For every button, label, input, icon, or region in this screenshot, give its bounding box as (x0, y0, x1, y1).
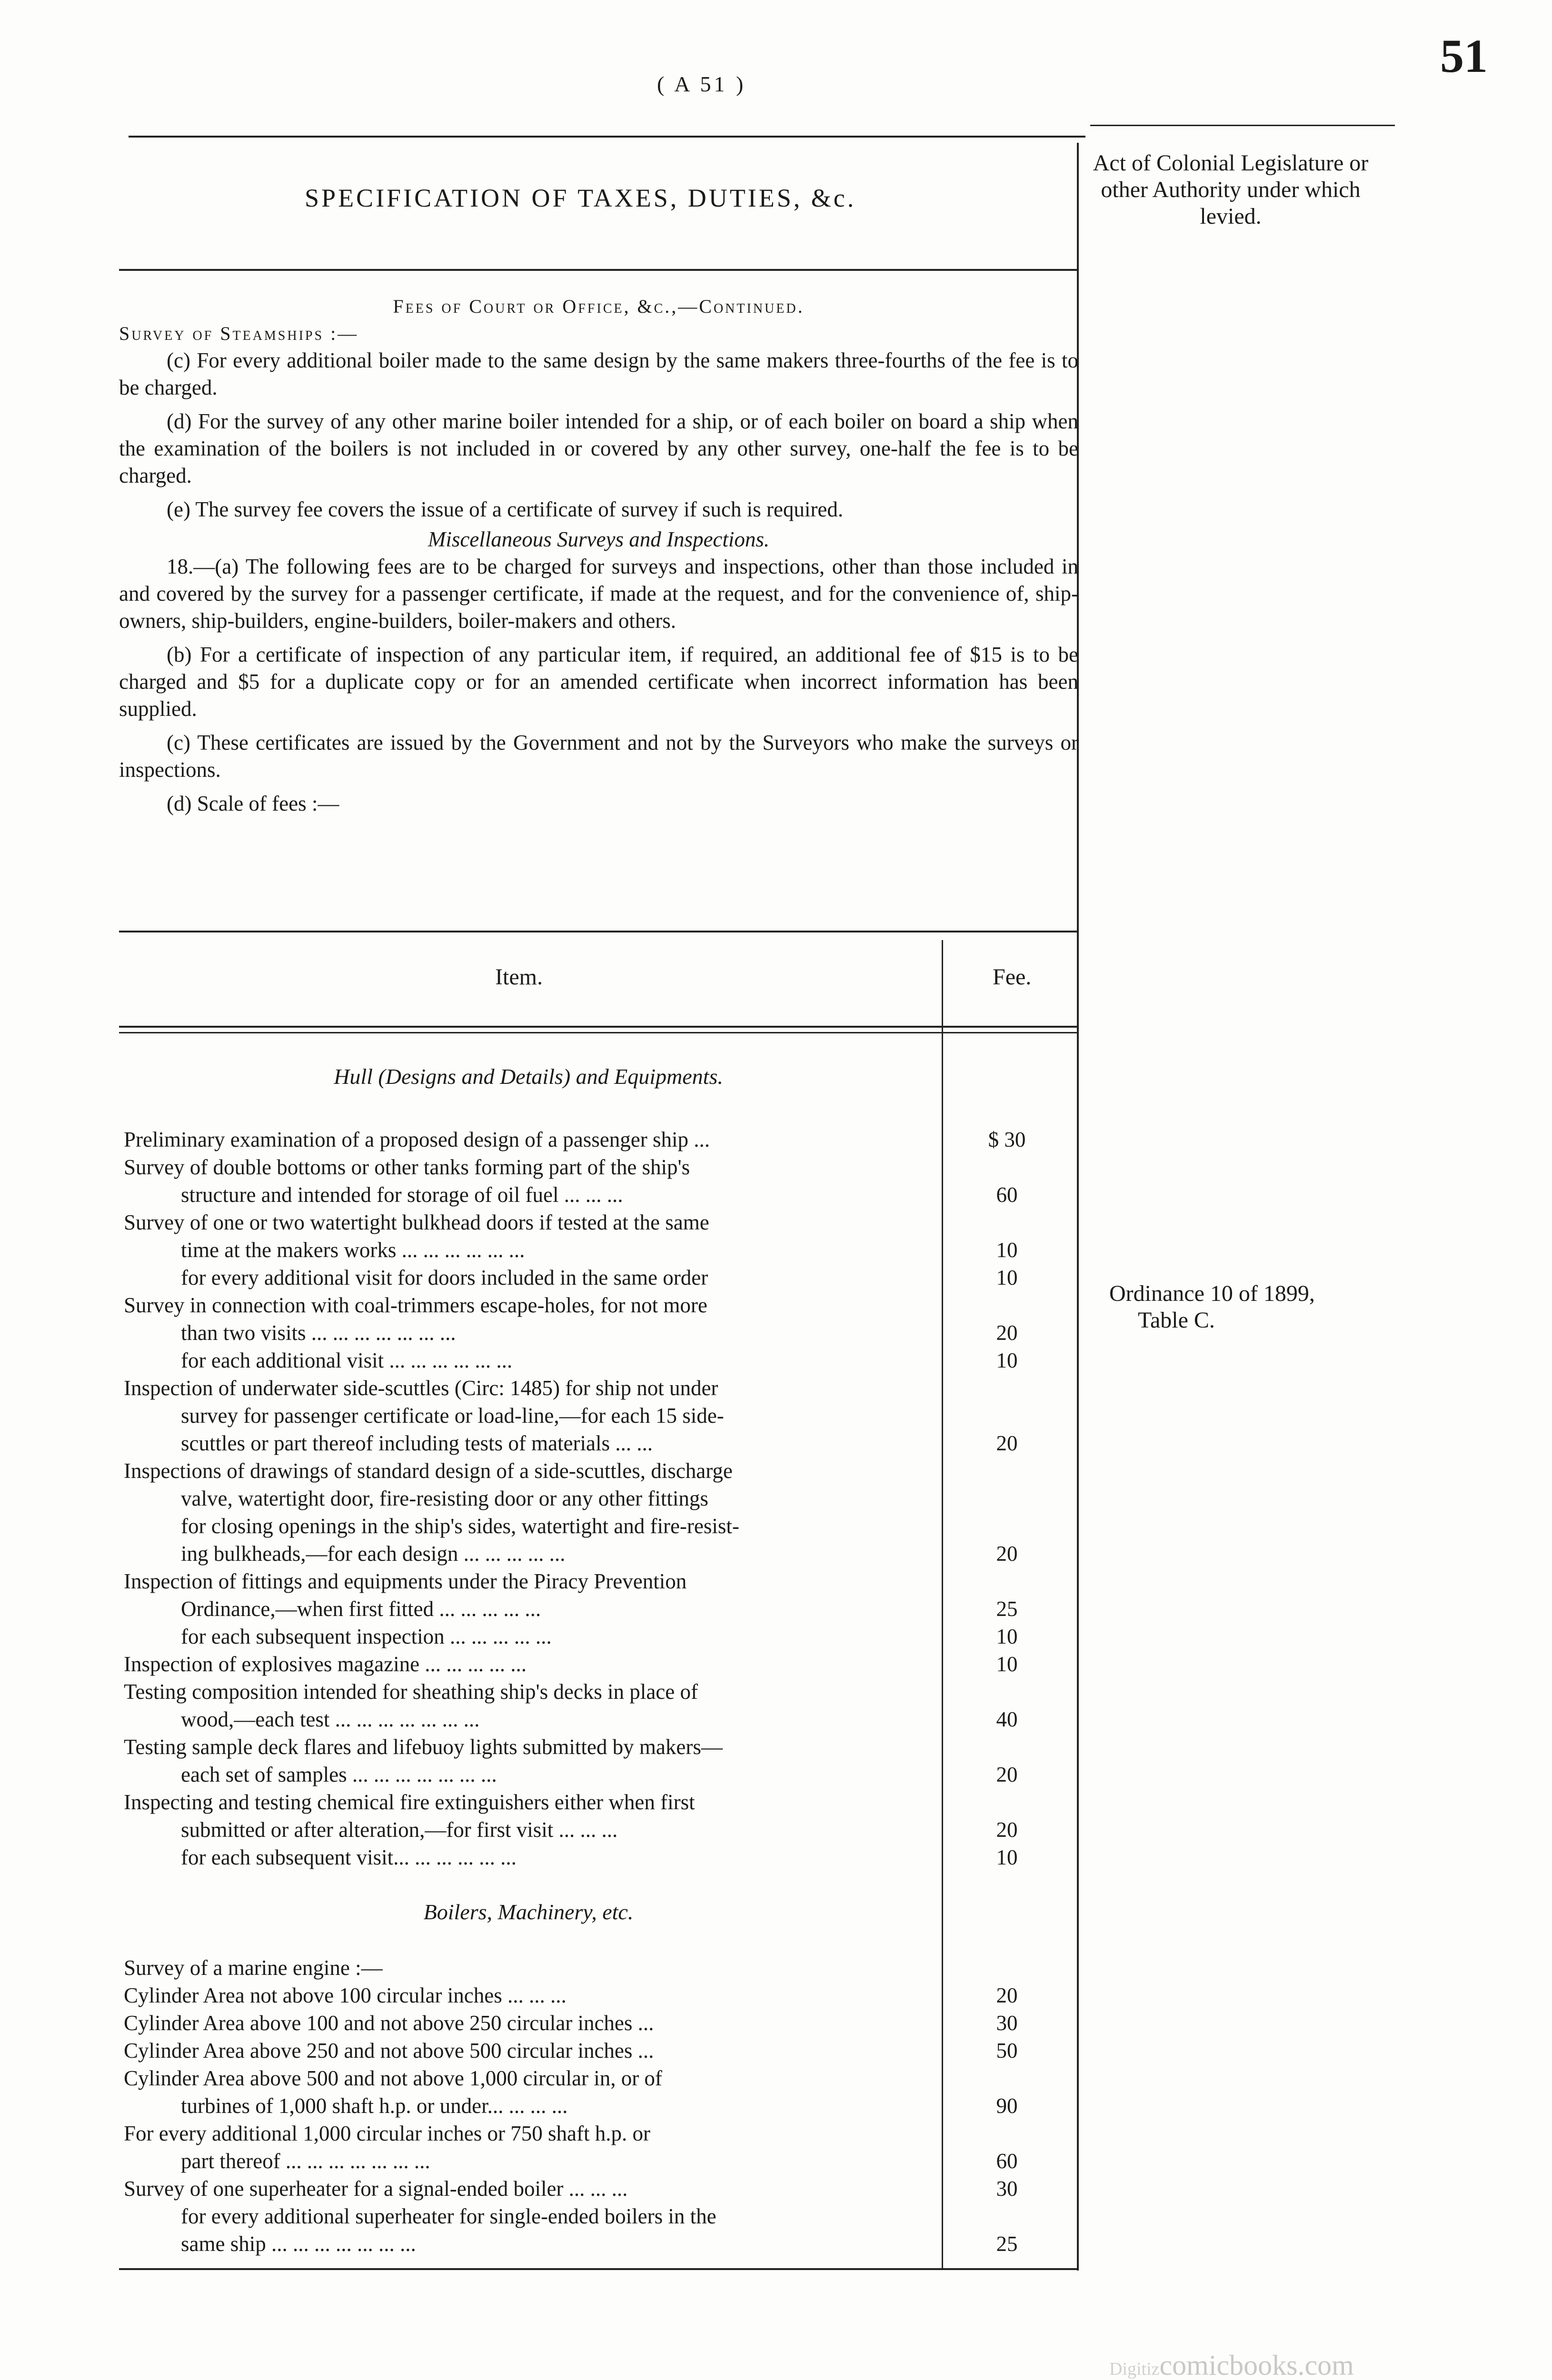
boilers-section-heading: Boilers, Machinery, etc. (423, 1900, 634, 1924)
hull-row-line: each set of samples ... ... ... ... ... ... ... (181, 1763, 497, 1786)
boiler-row-fee: 60 (996, 2149, 1018, 2173)
column-header-item: Item. (495, 964, 543, 990)
hull-row-line: wood,—each test ... ... ... ... ... ... ... (181, 1707, 480, 1731)
boiler-row-line: Cylinder Area not above 100 circular inches ... ... ... (124, 1983, 567, 2007)
hull-row-fee: 10 (996, 1238, 1018, 1262)
paragraph-e: (e) The survey fee covers the issue of a certificate of survey if such is required. (167, 497, 844, 521)
watermark-text: comicbooks.com (1159, 2350, 1354, 2380)
hull-row-fee: 20 (996, 1763, 1018, 1786)
boiler-row-fee: 20 (996, 1983, 1018, 2007)
hull-row-fee: 25 (996, 1597, 1018, 1621)
header-rule-right (1090, 125, 1395, 126)
title-rule (119, 269, 1078, 271)
hull-row-line: Testing sample deck flares and lifebuoy lights submitted by makers— (124, 1735, 723, 1759)
hull-row-fee: 20 (996, 1818, 1018, 1842)
hull-row-fee: 60 (996, 1183, 1018, 1207)
hull-row-line: valve, watertight door, fire-resisting door or any other fittings (181, 1487, 708, 1510)
boiler-row-line: for every additional superheater for single-ended boilers in the (181, 2204, 716, 2228)
column-header-fee: Fee. (993, 964, 1032, 990)
hull-row-fee: 10 (996, 1845, 1018, 1869)
hull-row-line: Survey in connection with coal-trimmers escape-holes, for not more (124, 1293, 707, 1317)
boiler-row-fee: 90 (996, 2094, 1018, 2118)
hull-row-line: for each additional visit ... ... ... ... ... ... (181, 1349, 513, 1372)
authority-entry (1109, 1280, 1315, 1334)
boiler-row-fee: 30 (996, 2011, 1018, 2035)
table-header-rule-2 (119, 1032, 1078, 1033)
section-heading: Fees of Court or Office, &c.,—Continued. (393, 296, 805, 317)
hull-row-line: Inspection of explosives magazine ... ... ... ... ... (124, 1652, 527, 1676)
boiler-row-line: Cylinder Area above 250 and not above 500 circular inches ... (124, 2039, 654, 2063)
boiler-row-line: Survey of one superheater for a signal-ended boiler ... ... ... (124, 2177, 628, 2201)
boiler-intro: Survey of a marine engine :— (124, 1956, 383, 1980)
table-header-rule (119, 1026, 1078, 1028)
section-subheading: Survey of Steamships :— (119, 323, 359, 344)
hull-row-line: Inspecting and testing chemical fire extinguishers either when first (124, 1790, 695, 1814)
authority-line-1: Ordinance 10 of 1899, (1109, 1281, 1315, 1306)
main-text (119, 293, 1078, 817)
hull-row-line: for each subsequent inspection ... ... ... ... ... (181, 1625, 552, 1648)
paragraph-18b: (b) For a certificate of inspection of any particular item, if required, an additional fee of $15 is to be charged and $5 for a duplicate copy or for an amended certificate when incorrect information has been supplied. (119, 643, 1078, 721)
hull-row-line: scuttles or part thereof including tests of materials ... ... (181, 1431, 653, 1455)
boiler-row-line: For every additional 1,000 circular inches or 750 shaft h.p. or (124, 2122, 650, 2145)
hull-section-heading: Hull (Designs and Details) and Equipments. (334, 1064, 723, 1089)
hull-row-fee: 40 (996, 1707, 1018, 1731)
hull-row-fee: 10 (996, 1349, 1018, 1372)
header-rule (129, 136, 1085, 138)
hull-row-fee: 20 (996, 1542, 1018, 1566)
hull-row-line: structure and intended for storage of oil fuel ... ... ... (181, 1183, 623, 1207)
authority-line-2: Table C. (1138, 1308, 1215, 1333)
hull-row-line: ing bulkheads,—for each design ... ... ... ... ... (181, 1542, 566, 1566)
hull-row-fee: 10 (996, 1625, 1018, 1648)
table-top-rule (119, 931, 1078, 932)
hull-row-line: Testing composition intended for sheathing ship's decks in place of (124, 1680, 698, 1704)
hull-row-line: survey for passenger certificate or load-line,—for each 15 side- (181, 1404, 724, 1428)
paragraph-18d: (d) Scale of fees :— (167, 792, 339, 815)
authority-column-heading: Act of Colonial Legislature or other Authority under which levied. (1093, 150, 1369, 229)
hull-row-line: for closing openings in the ship's sides, watertight and fire-resist- (181, 1514, 739, 1538)
hull-row-line: Inspection of fittings and equipments under the Piracy Prevention (124, 1569, 687, 1593)
hull-row-line: Ordinance,—when first fitted ... ... ... ... ... (181, 1597, 541, 1621)
boiler-row-line: turbines of 1,000 shaft h.p. or under... ... ... ... (181, 2094, 568, 2118)
paragraph-18c: (c) These certificates are issued by the Government and not by the Surveyors who make the surveys or inspections. (119, 731, 1078, 782)
boiler-row-line: same ship ... ... ... ... ... ... ... (181, 2232, 416, 2256)
hull-row-fee: $ 30 (988, 1128, 1026, 1151)
table-bottom-rule (119, 2268, 1078, 2270)
boiler-row-fee: 30 (996, 2177, 1018, 2201)
hull-row-line: submitted or after alteration,—for first visit ... ... ... (181, 1818, 618, 1842)
hull-row-fee: 20 (996, 1431, 1018, 1455)
paragraph-d: (d) For the survey of any other marine boiler intended for a ship, or of each boiler on board a ship when the examination of the boilers is not included in or covered by any other survey, one-half the fee is to be charged. (119, 409, 1078, 487)
watermark (1109, 2349, 1354, 2380)
boiler-row-fee: 25 (996, 2232, 1018, 2256)
page-title: SPECIFICATION OF TAXES, DUTIES, &c. (305, 184, 856, 212)
hull-row-line: Preliminary examination of a proposed design of a passenger ship ... (124, 1128, 710, 1151)
hull-row-line: Inspection of underwater side-scuttles (Circ: 1485) for ship not under (124, 1376, 718, 1400)
hull-row-fee: 20 (996, 1321, 1018, 1345)
hull-row-line: for each subsequent visit... ... ... ... ... ... (181, 1845, 517, 1869)
boiler-row-line: Cylinder Area above 500 and not above 1,000 circular in, or of (124, 2066, 662, 2090)
hull-row-line: time at the makers works ... ... ... ... ... ... (181, 1238, 525, 1262)
page-reference: ( A 51 ) (657, 72, 746, 96)
misc-heading: Miscellaneous Surveys and Inspections. (428, 527, 770, 551)
hull-row-line: Survey of double bottoms or other tanks forming part of the ship's (124, 1155, 690, 1179)
hull-row-line: than two visits ... ... ... ... ... ... ... (181, 1321, 456, 1345)
boiler-row-line: Cylinder Area above 100 and not above 250 circular inches ... (124, 2011, 654, 2035)
page-number: 51 (1440, 30, 1488, 82)
hull-row-line: for every additional visit for doors included in the same order (181, 1266, 708, 1289)
paragraph-c: (c) For every additional boiler made to the same design by the same makers three-fourths of the fee is to be charged. (119, 348, 1078, 399)
boiler-row-fee: 50 (996, 2039, 1018, 2063)
hull-row-line: Survey of one or two watertight bulkhead doors if tested at the same (124, 1210, 709, 1234)
paragraph-18a: 18.—(a) The following fees are to be charged for surveys and inspections, other than those included in and covered by the survey for a passenger certificate, if made at the request, and for the convenience of, ship-owners, ship-builders, engine-builders, boiler-makers and others. (119, 555, 1078, 633)
watermark-prefix: Digitiz (1109, 2359, 1160, 2379)
hull-row-line: Inspections of drawings of standard design of a side-scuttles, discharge (124, 1459, 733, 1483)
hull-row-fee: 10 (996, 1652, 1018, 1676)
boiler-row-line: part thereof ... ... ... ... ... ... ... (181, 2149, 430, 2173)
hull-row-fee: 10 (996, 1266, 1018, 1289)
